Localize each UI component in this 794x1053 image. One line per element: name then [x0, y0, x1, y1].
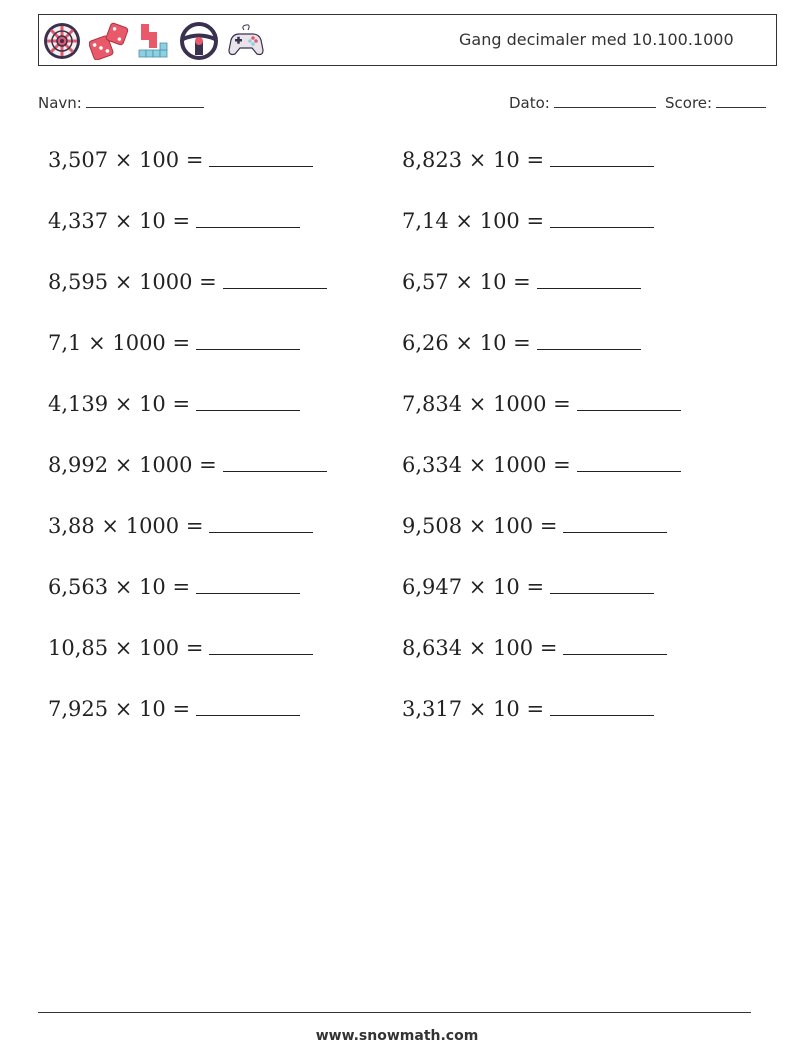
answer-blank[interactable]	[550, 209, 654, 228]
problem-text: 3,88 × 1000 =	[48, 514, 204, 538]
problem-text: 6,26 × 10 =	[402, 331, 531, 355]
answer-blank[interactable]	[537, 270, 641, 289]
problem-item	[48, 392, 300, 416]
footer-divider	[38, 1012, 751, 1013]
gamepad-icon	[227, 22, 265, 60]
problem-item	[48, 453, 327, 477]
problem-item	[402, 514, 667, 538]
problem-text: 10,85 × 100 =	[48, 636, 204, 660]
problem-text: 8,823 × 10 =	[402, 148, 545, 172]
problem-text: 3,507 × 100 =	[48, 148, 204, 172]
problem-item	[402, 636, 667, 660]
answer-blank[interactable]	[563, 514, 667, 533]
answer-blank[interactable]	[209, 636, 313, 655]
problem-text: 8,634 × 100 =	[402, 636, 558, 660]
problem-text: 6,563 × 10 =	[48, 575, 191, 599]
problem-item	[48, 575, 300, 599]
answer-blank[interactable]	[196, 575, 300, 594]
problem-item	[48, 148, 313, 172]
worksheet-title: Gang decimaler med 10.100.1000	[459, 30, 734, 49]
answer-blank[interactable]	[550, 575, 654, 594]
problem-text: 6,947 × 10 =	[402, 575, 545, 599]
score-field	[665, 93, 766, 112]
problem-item	[402, 697, 654, 721]
worksheet-header	[38, 14, 777, 66]
problem-item	[48, 209, 300, 233]
answer-blank[interactable]	[550, 148, 654, 167]
tetris-blocks-icon	[137, 22, 171, 60]
name-label: Navn:	[38, 94, 82, 112]
problem-text: 8,595 × 1000 =	[48, 270, 217, 294]
answer-blank[interactable]	[196, 209, 300, 228]
problem-item	[402, 270, 641, 294]
problem-item	[48, 697, 300, 721]
score-blank[interactable]	[716, 93, 766, 108]
dartboard-icon	[43, 22, 81, 60]
problem-item	[402, 453, 681, 477]
answer-blank[interactable]	[209, 148, 313, 167]
answer-blank[interactable]	[550, 697, 654, 716]
answer-blank[interactable]	[196, 697, 300, 716]
name-field	[38, 93, 204, 112]
problem-text: 7,1 × 1000 =	[48, 331, 191, 355]
answer-blank[interactable]	[537, 331, 641, 350]
problem-text: 7,925 × 10 =	[48, 697, 191, 721]
answer-blank[interactable]	[196, 392, 300, 411]
date-label: Dato:	[509, 94, 550, 112]
problem-item	[48, 636, 313, 660]
problem-item	[48, 270, 327, 294]
problem-text: 8,992 × 1000 =	[48, 453, 217, 477]
problem-text: 7,834 × 1000 =	[402, 392, 571, 416]
problem-item	[402, 575, 654, 599]
problem-text: 9,508 × 100 =	[402, 514, 558, 538]
name-blank[interactable]	[86, 93, 204, 108]
date-field	[509, 93, 656, 112]
date-blank[interactable]	[554, 93, 656, 108]
problem-text: 4,139 × 10 =	[48, 392, 191, 416]
problem-text: 3,317 × 10 =	[402, 697, 545, 721]
score-label: Score:	[665, 94, 713, 112]
problem-text: 4,337 × 10 =	[48, 209, 191, 233]
answer-blank[interactable]	[196, 331, 300, 350]
answer-blank[interactable]	[223, 453, 327, 472]
header-icons	[43, 21, 265, 61]
problem-item	[48, 331, 300, 355]
problem-text: 6,57 × 10 =	[402, 270, 531, 294]
problem-text: 7,14 × 100 =	[402, 209, 545, 233]
answer-blank[interactable]	[563, 636, 667, 655]
answer-blank[interactable]	[577, 453, 681, 472]
problem-item	[402, 392, 681, 416]
problem-item	[402, 209, 654, 233]
problem-item	[402, 148, 654, 172]
problem-item	[402, 331, 641, 355]
problem-item	[48, 514, 313, 538]
dice-icon	[89, 22, 129, 60]
problem-text: 6,334 × 1000 =	[402, 453, 571, 477]
answer-blank[interactable]	[209, 514, 313, 533]
answer-blank[interactable]	[577, 392, 681, 411]
steering-wheel-icon	[179, 22, 219, 60]
footer-url: www.snowmath.com	[315, 1028, 479, 1044]
answer-blank[interactable]	[223, 270, 327, 289]
